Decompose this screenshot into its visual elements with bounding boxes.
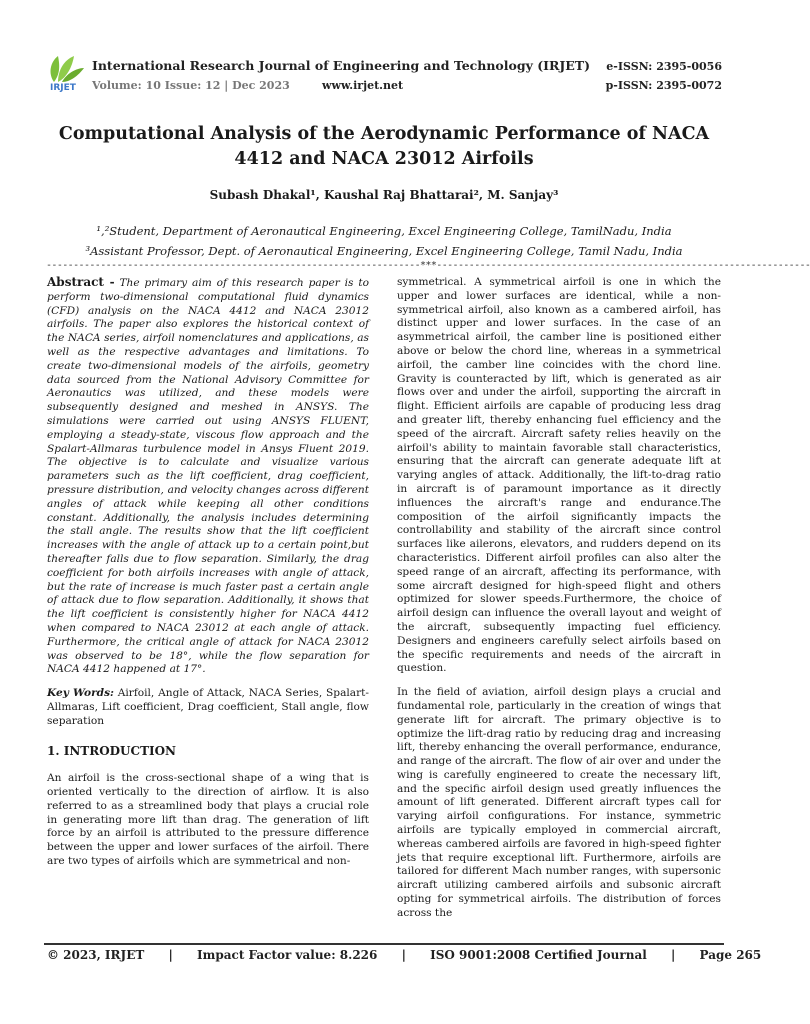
e-issn: e-ISSN: 2395-0056 <box>606 60 722 73</box>
introduction-paragraph: An airfoil is the cross-sectional shape of a wing that is oriented vertically to the direction of airflow. It is also referred to as a streamlined body that plays a crucial role in generating more lift than drag. The generation of lift force by an airfoil is attributed to the pressure difference between the upper and lower surfaces of the airfoil. There are two types of airfoils which are symmetrical and non- <box>47 772 369 868</box>
body-paragraph-2: In the field of aviation, airfoil design plays a crucial and fundamental role, particularly in the creation of wings that generate lift for aircraft. The primary objective is to optimize the lift-drag ratio by reducing drag and increasing lift, thereby enhancing the overall performance, endurance, and range of the aircraft. The flow of air over and under the wing is carefully engineered to create the necessary lift, and the specific airfoil design used greatly influences the amount of lift generated. Different aircraft types call for varying airfoil configurations. For instance, symmetric airfoils are typically employed in commercial aircraft, whereas cambered airfoils are favored in high-speed fighter jets that require exceptional lift. Furthermore, airfoils are tailored for different Mach number ranges, with supersonic aircraft utilizing cambered airfoils and subsonic aircraft opting for symmetrical airfoils. The distribution of forces across the <box>397 686 721 919</box>
footer-page-number: Page 265 <box>699 948 762 962</box>
footer-iso: ISO 9001:2008 Certified Journal <box>430 948 647 962</box>
footer-divider: | <box>401 948 406 962</box>
keywords-text: Airfoil, Angle of Attack, NACA Series, Spalart-Allmaras, Lift coefficient, Drag coefficient, Stall angle, flow separation <box>47 687 369 727</box>
abstract-text: The primary aim of this research paper is to perform two-dimensional computational fluid dynamics (CFD) analysis on the NACA 4412 and NACA 23012 airfoils. The paper also explores the historical context of the NACA series, airfoil nomenclatures and applications, as well as the respective advantages and limitations. To create two-dimensional models of the airfoils, geometry data sourced from the National Advisory Committee for Aeronautics was utilized, and these models were subsequently designed and meshed in ANSYS. The simulations were carried out using ANSYS FLUENT, employing a steady-state, viscous flow approach and the Spalart-Allmaras turbulence model in Ansys Fluent 2019. The objective is to calculate and visualize various parameters such as the lift coefficient, drag coefficient, pressure distribution, and velocity changes across different angles of attack while keeping all other conditions constant. Additionally, the analysis includes determining the stall angle. The results show that the lift coefficient increases with the angle of attack up to a certain point,but thereafter falls due to flow separation. Similarly, the drag coefficient for both airfoils increases with angle of attack, but the rate of increase is much faster past a certain angle of attack due to flow separation. Additionally, it shows that the lift coefficient is consistently higher for NACA 4412 when compared to NACA 23012 at each angle of attack. Furthermore, the critical angle of attack for NACA 23012 was observed to be 18°, while the flow separation for NACA 4412 happened at 17°. <box>47 277 369 676</box>
footer-rule <box>44 943 724 945</box>
journal-header <box>44 52 728 96</box>
journal-website[interactable]: www.irjet.net <box>322 79 404 92</box>
affiliation-1: ¹,²Student, Department of Aeronautical Engineering, Excel Engineering College, TamilNadu, India <box>96 224 672 238</box>
footer-divider: | <box>168 948 173 962</box>
introduction-heading: 1. INTRODUCTION <box>47 743 177 758</box>
right-column <box>397 276 721 921</box>
section-separator: ---------------------------------------------------------------------***--------------------------------------------------------------------- <box>46 260 810 271</box>
body-paragraph-1: symmetrical. A symmetrical airfoil is one in which the upper and lower surfaces are identical, while a non-symmetrical airfoil, also known as a cambered airfoil, has distinct upper and lower surfaces. In the case of an asymmetrical airfoil, the camber line is positioned either above or below the chord line, whereas in a symmetrical airfoil, the camber line coincides with the chord line. Gravity is counteracted by lift, which is generated as air flows over and under the airfoil, supporting the aircraft in flight. Efficient airfoils are capable of producing less drag and greater lift, thereby enhancing fuel efficiency and the speed of the aircraft. Aircraft safety relies heavily on the airfoil's ability to maintain favorable stall characteristics, ensuring that the aircraft can generate adequate lift at varying angles of attack. Additionally, the lift-to-drag ratio in aircraft is of paramount importance as it directly influences the aircraft's range and endurance.The composition of the airfoil significantly impacts the controllability and stability of the aircraft since control surfaces like ailerons, elevators, and rudders depend on its characteristics. Different airfoil profiles can also alter the speed range of an aircraft, affecting its performance, with some aircraft designed for high-speed flight and others optimized for slower speeds.Furthermore, the choice of airfoil design can influence the overall layout and weight of the aircraft, subsequently impacting fuel efficiency. Designers and engineers carefully select airfoils based on the specific requirements and needs of the aircraft in question. <box>397 276 721 675</box>
logo-wordmark: IRJET <box>50 83 76 93</box>
paper-authors: Subash Dhakal¹, Kaushal Raj Bhattarai², M. Sanjay³ <box>209 188 559 202</box>
abstract-label: Abstract - <box>47 275 115 289</box>
page-footer <box>47 948 762 962</box>
journal-name: International Research Journal of Engineering and Technology (IRJET) <box>92 58 591 73</box>
keywords-label: Key Words: <box>47 687 114 700</box>
volume-issue: Volume: 10 Issue: 12 | Dec 2023 <box>92 79 290 92</box>
left-column <box>47 276 369 869</box>
p-issn: p-ISSN: 2395-0072 <box>605 79 722 92</box>
abstract-block <box>47 276 369 677</box>
footer-copyright: © 2023, IRJET <box>47 948 145 962</box>
footer-impact-factor: Impact Factor value: 8.226 <box>197 948 378 962</box>
affiliation-2: ³Assistant Professor, Dept. of Aeronautical Engineering, Excel Engineering College, Tamil Nadu, India <box>85 244 683 258</box>
footer-divider: | <box>670 948 676 962</box>
keywords-block <box>47 687 369 728</box>
leaf-logo-icon <box>44 52 88 96</box>
paper-title: Computational Analysis of the Aerodynamic Performance of NACA 4412 and NACA 23012 Airfoils <box>58 124 710 169</box>
